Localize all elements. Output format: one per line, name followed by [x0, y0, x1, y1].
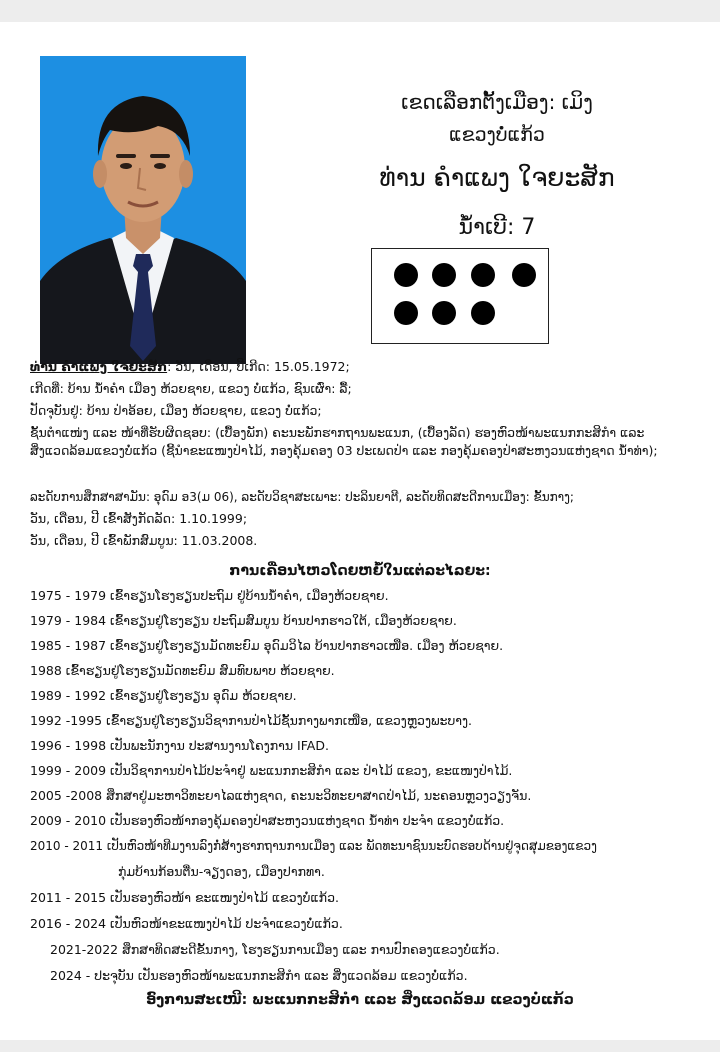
bio-line-position: ຊັ້ນຕຳແໜ່ງ ແລະ ໜ້າທີ່ຮັບຜິດຊອບ: (ເບື້ອງພັກ) ຄະນະພັກຮາກຖານພະແນກ, (ເບື້ອງລັດ) ຮອງຫົວໜ້າພະແນກກະສິກຳ ແລະ ສິ່ງແວດລ້ອມແຂວງບໍ່ແກ້ວ (ຊີ້ນຳຂະແໜງປ່າໄມ້, ກອງຄຸ້ມຄອງ 03 ປະເພດປ່າ ແລະ ກອງຄຸ້ມຄອງປ່າສະຫງວນແຫ່ງຊາດ ນ້ຳທ່າ);	[30, 425, 658, 458]
bio-line-residence: ປັດຈຸບັນຢູ່: ບ້ານ ປ່າອ້ອຍ, ເມືອງ ຫ້ວຍຊາຍ, ແຂວງ ບໍ່ແກ້ວ;	[30, 403, 322, 418]
timeline-entry: 1985 - 1987 ເຂົ້າຮຽນຢູ່ໂຮງຮຽນມັດທະຍົມ ອຸດົມວິໄລ ບ້ານປາກຮາວເໜືອ. ເມືອງ ຫ້ວຍຊາຍ.	[30, 638, 504, 653]
ballot-dot	[512, 263, 536, 287]
bio-line-birthdate	[30, 358, 690, 376]
bio-line-party: ວັນ, ເດືອນ, ປີ ເຂົ້າພັກສົມບູນ: 11.03.2008.	[30, 533, 258, 548]
province: ແຂວງບໍ່ແກ້ວ	[449, 124, 545, 146]
timeline-entry: 1979 - 1984 ເຂົ້າຮຽນຢູ່ໂຮງຮຽນ ປະຖົມສົມບູນ ບ້ານປາກຮາວໃຕ້, ເມືອງຫ້ວຍຊາຍ.	[30, 613, 457, 628]
ballot-dot	[394, 301, 418, 325]
timeline-entry: 1992 -1995 ເຂົ້າຮຽນຢູ່ໂຮງຮຽນວິຊາການປ່າໄມ້ຊັ້ນກາງພາກເໜືອ, ແຂວງຫຼວງພະບາງ.	[30, 713, 473, 728]
timeline-entry: 2010 - 2011 ເປັນຫົວໜ້າທີມງານລົງກໍ່ສ້າງຮາກຖານການເມືອງ ແລະ ພັດທະນາຊົນນະບົດຮອບດ້ານຢູ່ຈຸດສຸມຂອງແຂວງ	[30, 839, 597, 853]
timeline-entry: 2016 - 2024 ເປັນຫົວໜ້າຂະແໜງປ່າໄມ້ ປະຈຳແຂວງບໍ່ແກ້ວ.	[30, 916, 343, 931]
ballot-dot	[471, 301, 495, 325]
electoral-district: ເຂດເລືອກຕັ້ງເມືອງ: ເມິງ	[401, 90, 593, 114]
timeline-title: ການເຄື່ອນໄຫວໂດຍຫຍໍ້ໃນແຕ່ລະໄລຍະ:	[229, 563, 491, 579]
ballot-number-box	[371, 248, 549, 344]
bio-line-education: ລະດັບການສຶກສາສາມັນ: ອຸດົມ ອ3(ມ 06), ລະດັບວິຊາສະເພາະ: ປະລິນຍາຕີ, ລະດັບທິດສະດີການເມືອງ: ຂັ້ນກາງ;	[30, 490, 574, 504]
timeline-entry: 2011 - 2015 ເປັນຮອງຫົວໜ້າ ຂະແໜງປ່າໄມ້ ແຂວງບໍ່ແກ້ວ.	[30, 890, 339, 905]
timeline-entry: 1989 - 1992 ເຂົ້າຮຽນຢູ່ໂຮງຮຽນ ອຸດົມ ຫ້ວຍຊາຍ.	[30, 688, 297, 703]
bio-line-civil-service: ວັນ, ເດືອນ, ປີ ເຂົ້າສັງກັດລັດ: 1.10.1999;	[30, 511, 248, 526]
timeline-entry: 2005 -2008 ສຶກສາຢູ່ມະຫາວິທະຍາໄລແຫ່ງຊາດ, ຄະນະວິທະຍາສາດປ່າໄມ້, ນະຄອນຫຼວງວຽງຈັນ.	[30, 788, 532, 803]
timeline-entry: 1988 ເຂົ້າຮຽນຢູ່ໂຮງຮຽນມັດທະຍົມ ສົມທົບພາບ ຫ້ວຍຊາຍ.	[30, 663, 335, 678]
bio-name: ທ່ານ ຄຳແພງ ໃຈຍະສັກ	[30, 359, 168, 374]
timeline-entry: 1975 - 1979 ເຂົ້າຮຽນໂຮງຮຽນປະຖົມ ຢູ່ບ້ານນ້ຳຄຳ, ເມືອງຫ້ວຍຊາຍ.	[30, 588, 389, 603]
bio-line-birthplace: ເກີດທີ່: ບ້ານ ນ້ຳຄຳ ເມືອງ ຫ້ວຍຊາຍ, ແຂວງ ບໍ່ແກ້ວ, ຊົນເຜົ່າ: ລື້;	[30, 381, 352, 396]
ballot-dot	[432, 301, 456, 325]
timeline-entry: 2021-2022 ສຶກສາທິດສະດີຂັ້ນກາງ, ໂຮງຮຽນການເມືອງ ແລະ ການປົກຄອງແຂວງບໍ່ແກ້ວ.	[50, 942, 500, 957]
ballot-dot	[432, 263, 456, 287]
timeline-entry: 1996 - 1998 ເປັນພະນັກງານ ປະສານງານໂຄງການ IFAD.	[30, 738, 329, 753]
timeline-entry-continuation: ກຸ່ມບ້ານກ້ອນຕື່ນ-ຈຽງດອງ, ເມືອງປາກທາ.	[118, 864, 325, 879]
candidate-photo	[40, 56, 246, 364]
timeline-entry: 1999 - 2009 ເປັນວິຊາການປ່າໄມ້ປະຈຳຢູ່ ພະແນກກະສິກຳ ແລະ ປ່າໄມ້ ແຂວງ, ຂະແໜງປ່າໄມ້.	[30, 763, 513, 778]
document-page	[0, 22, 720, 1040]
ballot-dot	[394, 263, 418, 287]
timeline-entry: 2009 - 2010 ເປັນຮອງຫົວໜ້າກອງຄຸ້ມຄອງປ່າສະຫງວນແຫ່ງຊາດ ນ້ຳທ່າ ປະຈຳ ແຂວງບໍ່ແກ້ວ.	[30, 813, 505, 828]
candidate-number: ນໍ້າເບີ: 7	[458, 215, 536, 240]
portrait-illustration	[40, 56, 246, 364]
nominating-organization: ອົງການສະເໜີ: ພະແນກກະສິກຳ ແລະ ສິ່ງແວດລ້ອມ ແຂວງບໍ່ແກ້ວ	[146, 992, 574, 1008]
bio-birthdate: : ວັນ, ເດືອນ, ປີເກີດ: 15.05.1972;	[167, 359, 350, 374]
timeline-entry: 2024 - ປະຈຸບັນ ເປັນຮອງຫົວໜ້າພະແນກກະສິກຳ ແລະ ສິ່ງແວດລ້ອມ ແຂວງບໍ່ແກ້ວ.	[50, 968, 468, 983]
candidate-name: ທ່ານ ຄຳແພງ ໃຈຍະສັກ	[379, 163, 615, 192]
ballot-dot	[471, 263, 495, 287]
